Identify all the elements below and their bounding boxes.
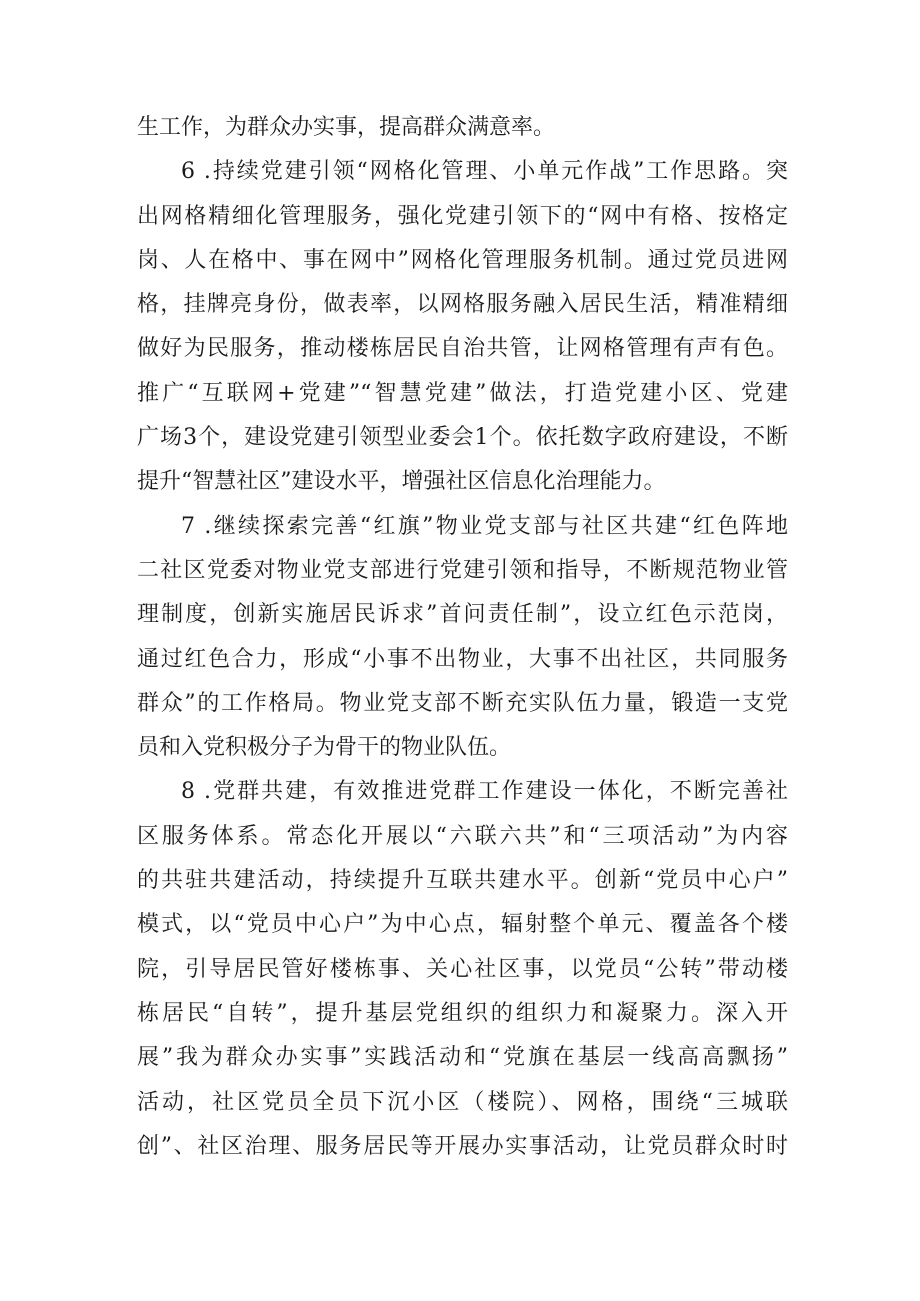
text-line: 区服务体系。常态化开展以“六联六共”和“三项活动”为内容 (137, 823, 788, 849)
text-line: 通过红色合力，形成“小事不出物业，大事不出社区，共同服务 (137, 646, 788, 672)
text-line: 理制度，创新实施居民诉求”首问责任制”，设立红色示范岗， (137, 602, 788, 628)
paragraph-8-first-line: 8 .党群共建，有效推进党群工作建设一体化，不断完善社 (181, 779, 788, 805)
body-text (137, 106, 788, 1169)
paragraph-6-first-line: 6 .持续党建引领“网格化管理、小单元作战”工作思路。突 (181, 159, 788, 185)
text-line: 推广“互联网+党建”“智慧党建”做法，打造党建小区、党建 (137, 380, 788, 406)
text-line: 群众”的工作格局。物业党支部不断充实队伍力量，锻造一支党 (137, 690, 788, 716)
text-line: 展”我为群众办实事”实践活动和“党旗在基层一线高高飘扬” (137, 1045, 788, 1071)
text-line: 格，挂牌亮身份，做表率，以网格服务融入居民生活，精准精细 (137, 292, 788, 318)
text-line: 活动，社区党员全员下沉小区（楼院）、网格，围绕“三城联 (137, 1089, 788, 1115)
text-line: 创”、社区治理、服务居民等开展办实事活动，让党员群众时时 (137, 1133, 788, 1159)
text-line: 岗、人在格中、事在网中”网格化管理服务机制。通过党员进网 (137, 247, 788, 273)
text-line: 提升“智慧社区”建设水平，增强社区信息化治理能力。 (137, 469, 666, 495)
paragraph-7-first-line: 7 .继续探索完善“红旗”物业党支部与社区共建“红色阵地 (181, 513, 788, 539)
text-line: 的共驻共建活动，持续提升互联共建水平。创新“党员中心户” (137, 868, 788, 894)
text-line: 二社区党委对物业党支部进行党建引领和指导，不断规范物业管 (137, 557, 788, 583)
text-line: 员和入党积极分子为骨干的物业队伍。 (137, 735, 512, 761)
text-line: 做好为民服务，推动楼栋居民自治共管，让网格管理有声有色。 (137, 336, 788, 362)
text-line: 模式，以“党员中心户”为中心点，辐射整个单元、覆盖各个楼 (137, 912, 788, 938)
text-line: 出网格精细化管理服务，强化党建引领下的“网中有格、按格定 (137, 203, 788, 229)
text-line: 院，引导居民管好楼栋事、关心社区事，以党员“公转”带动楼 (137, 956, 788, 982)
text-line: 生工作，为群众办实事，提高群众满意率。 (137, 115, 556, 140)
text-line: 栋居民“自转”，提升基层党组织的组织力和凝聚力。深入开 (137, 1000, 788, 1026)
text-line: 广场3个，建设党建引领型业委会1个。依托数字政府建设，不断 (137, 425, 788, 451)
